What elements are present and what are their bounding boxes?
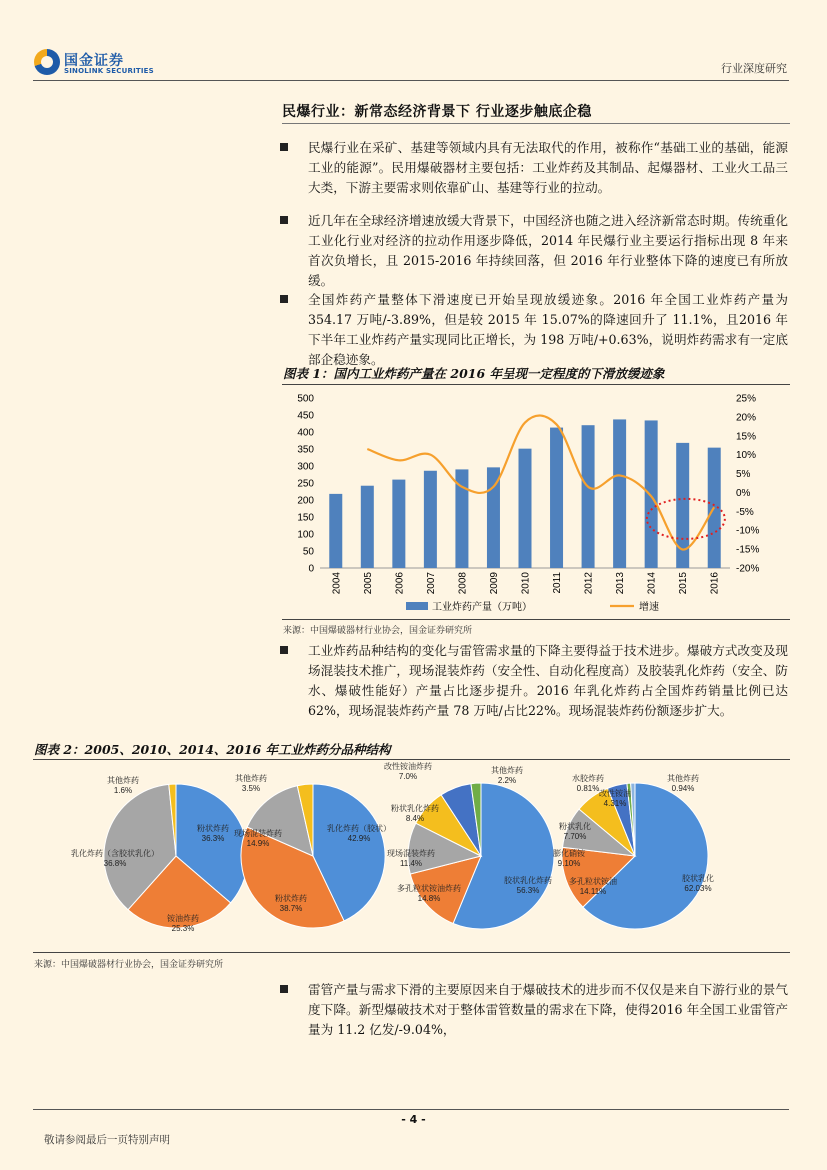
paragraph-4: 工业炸药品种结构的变化与雷管需求量的下降主要得益于技术进步。爆破方式改变及现场混装技术推广，现场混装炸药（安全性、自动化程度高）及胶装乳化炸药（安全、防水、爆破性能好）产量占比逐步提升。2016 年乳化炸药占全国炸药销量比例已达 62%，现场混装炸药产量 78 万吨/占比22%。现场混装炸药份额逐步扩大。 xyxy=(280,641,788,721)
x-tick-label: 2004 xyxy=(331,572,343,595)
y-tick-label: 100 xyxy=(297,529,314,541)
y2-tick-label: -5% xyxy=(736,506,754,518)
pie-charts xyxy=(33,761,790,951)
bar-2014 xyxy=(645,420,658,568)
y2-tick-label: -15% xyxy=(736,544,760,556)
y-tick-label: 0 xyxy=(308,563,314,575)
y-tick-label: 450 xyxy=(297,410,314,422)
x-tick-label: 2007 xyxy=(425,572,437,595)
pie-label xyxy=(107,775,139,795)
y2-tick-label: 5% xyxy=(736,469,751,481)
figure-2-title: 图表 2：2005、2010、2014、2016 年工业炸药分品种结构 xyxy=(34,742,391,757)
pie-label-name: 其他炸药 xyxy=(491,766,523,775)
logo-name-en: SINOLINK SECURITIES xyxy=(64,67,154,75)
x-tick-label: 2012 xyxy=(583,572,595,595)
bullet-icon xyxy=(280,985,288,993)
y-tick-label: 250 xyxy=(297,478,314,490)
figure-2-source: 来源：中国爆破器材行业协会，国金证券研究所 xyxy=(34,960,224,970)
pie-label-name: 现场混装炸药 xyxy=(387,849,435,858)
y-tick-label: 500 xyxy=(297,393,314,405)
x-tick-label: 2005 xyxy=(362,572,374,595)
pie-label-value: 56.3% xyxy=(516,886,540,895)
bar-2013 xyxy=(613,419,626,568)
pie-label-name: 粉状乳化炸药 xyxy=(391,804,439,813)
pie-label-value: 2.2% xyxy=(497,776,517,785)
bullet-icon xyxy=(280,216,288,224)
bar-2011 xyxy=(550,428,563,568)
page-number: - 4 - xyxy=(401,1113,426,1126)
bullet-icon xyxy=(280,143,288,151)
combo-chart xyxy=(282,386,790,618)
x-tick-label: 2016 xyxy=(709,572,721,595)
pie-label-value: 0.94% xyxy=(671,784,695,793)
x-tick-label: 2009 xyxy=(488,572,500,595)
pie-2 xyxy=(234,773,391,928)
growth-line xyxy=(367,416,714,550)
pie-label-name: 胶状乳化 xyxy=(682,874,714,883)
legend-line-label: 增速 xyxy=(639,602,659,613)
paragraph-1: 民爆行业在采矿、基建等领域内具有无法取代的作用，被称作“基础工业的基础，能源工业的能源”。民用爆破器材主要包括：工业炸药及其制品、起爆器材、工业火工品三大类，下游主要需求则依靠矿山、基建等行业的拉动。 xyxy=(280,138,788,198)
pie-label-name: 粉状炸药 xyxy=(275,894,307,903)
pie-label-value: 25.3% xyxy=(171,924,195,933)
pie-label-value: 3.5% xyxy=(241,784,261,793)
footer-divider xyxy=(33,1109,789,1110)
paragraph-3: 全国炸药产量整体下滑速度已开始呈现放缓迹象。2016 年全国工业炸药产量为 354.17 万吨/-3.89%，但是较 2015 年 15.07%的降速回升了 11.1%，且2016 年下半年工业炸药产量实现同比正增长，为 198 万吨/+0.63%，说明炸药需求有一定底部企稳迹象。 xyxy=(280,290,788,370)
pie-label-name: 铵油炸药 xyxy=(167,914,199,923)
pie-label-value: 7.70% xyxy=(563,832,587,841)
bar-2012 xyxy=(582,425,595,568)
y-tick-label: 150 xyxy=(297,512,314,524)
pie-label-value: 1.6% xyxy=(113,786,133,795)
pie-label-value: 14.9% xyxy=(246,839,270,848)
x-tick-label: 2013 xyxy=(615,572,627,595)
pie-label xyxy=(667,773,699,793)
section-divider xyxy=(282,123,790,124)
bar-2009 xyxy=(487,467,500,568)
x-tick-label: 2006 xyxy=(394,572,406,595)
pie-label-name: 乳化炸药（胶状） xyxy=(327,824,391,833)
header-divider xyxy=(33,80,789,81)
pie-label-name: 其他炸药 xyxy=(667,774,699,783)
y2-tick-label: -10% xyxy=(736,525,760,537)
y2-tick-label: -20% xyxy=(736,563,760,575)
bullet-icon xyxy=(280,646,288,654)
pie-label-name: 胶状乳化炸药 xyxy=(504,876,552,885)
pie-label-value: 11.4% xyxy=(399,859,423,868)
pie-label-value: 62.03% xyxy=(684,884,712,893)
figure-1-top-rule xyxy=(282,384,790,385)
x-tick-label: 2014 xyxy=(646,572,658,595)
pie-label-name: 粉状乳化 xyxy=(559,822,591,831)
pie-4 xyxy=(553,773,714,929)
pie-label xyxy=(491,765,523,785)
pie-label-value: 42.9% xyxy=(347,834,371,843)
pie-label-value: 9.10% xyxy=(557,859,581,868)
paragraph-5: 雷管产量与需求下滑的主要原因来自于爆破技术的进步而不仅仅是来自下游行业的景气度下降。新型爆破技术对于整体雷管数量的需求在下降，使得2016 年全国工业雷管产量为 11.2 亿发/-9.04%， xyxy=(280,980,788,1040)
figure-1-bottom-rule xyxy=(282,619,790,620)
pie-label-value: 36.8% xyxy=(103,859,127,868)
section-title: 民爆行业：新常态经济背景下 行业逐步触底企稳 xyxy=(282,104,592,120)
pie-label-name: 其他炸药 xyxy=(107,776,139,785)
y2-tick-label: 25% xyxy=(736,393,757,405)
x-tick-label: 2010 xyxy=(520,572,532,595)
x-tick-label: 2015 xyxy=(678,572,690,595)
pie-1 xyxy=(71,775,248,933)
bar-2004 xyxy=(329,494,342,568)
y2-tick-label: 15% xyxy=(736,431,757,443)
y-tick-label: 300 xyxy=(297,461,314,473)
logo-icon xyxy=(34,49,60,75)
bar-2010 xyxy=(519,449,532,568)
x-tick-label: 2011 xyxy=(552,572,564,594)
pie-label-value: 4.31% xyxy=(603,799,627,808)
pie-label-value: 14.8% xyxy=(417,894,441,903)
report-type: 行业深度研究 xyxy=(721,62,787,75)
pie-label-name: 多孔粒状铵油炸药 xyxy=(397,884,461,893)
pie-label-value: 36.3% xyxy=(201,834,225,843)
bullet-icon xyxy=(280,295,288,303)
pie-label-name: 膨化硝铵 xyxy=(553,849,585,858)
pie-label xyxy=(384,761,432,781)
y2-tick-label: 0% xyxy=(736,487,751,499)
pie-label-value: 14.11% xyxy=(579,887,607,896)
logo-name: 国金证券 xyxy=(64,53,124,69)
y-tick-label: 350 xyxy=(297,444,314,456)
pie-label-name: 乳化炸药（含胶状乳化） xyxy=(71,849,159,858)
y-tick-label: 200 xyxy=(297,495,314,507)
pie-label-name: 多孔粒状铵油 xyxy=(569,877,617,886)
y2-tick-label: 10% xyxy=(736,450,757,462)
pie-label-name: 粉状炸药 xyxy=(197,824,229,833)
y-tick-label: 50 xyxy=(302,546,314,558)
figure-2-bottom-rule xyxy=(33,952,790,953)
x-tick-label: 2008 xyxy=(457,572,469,595)
bar-2006 xyxy=(392,480,405,568)
figure-2-top-rule xyxy=(33,759,790,760)
figure-1-source: 来源：中国爆破器材行业协会，国金证券研究所 xyxy=(283,626,473,636)
pie-label-name: 现场混装炸药 xyxy=(234,829,282,838)
pie-label xyxy=(235,773,267,793)
figure-1-title: 图表 1：国内工业炸药产量在 2016 年呈现一定程度的下滑放缓迹象 xyxy=(283,366,665,381)
y-tick-label: 400 xyxy=(297,427,314,439)
pie-label-name: 改性铵油 xyxy=(599,789,631,798)
pie-label xyxy=(572,773,604,793)
legend-bar-swatch xyxy=(406,602,428,610)
footer-disclaimer: 敬请参阅最后一页特别声明 xyxy=(44,1134,170,1146)
pie-label-value: 0.81% xyxy=(576,784,600,793)
pie-label-name: 水胶炸药 xyxy=(572,774,604,783)
pie-label-value: 7.0% xyxy=(398,772,418,781)
pie-3 xyxy=(384,761,554,929)
pie-label-value: 38.7% xyxy=(279,904,303,913)
pie-label-value: 8.4% xyxy=(405,814,425,823)
y2-tick-label: 20% xyxy=(736,412,757,424)
bar-2007 xyxy=(424,471,437,568)
pie-label-name: 改性铵油炸药 xyxy=(384,762,432,771)
pie-label-name: 其他炸药 xyxy=(235,774,267,783)
legend-bar-label: 工业炸药产量（万吨） xyxy=(432,602,532,613)
paragraph-2: 近几年在全球经济增速放缓大背景下，中国经济也随之进入经济新常态时期。传统重化工业化行业对经济的拉动作用逐步降低，2014 年民爆行业主要运行指标出现 8 年来首次负增长，且 2015-2016 年持续回落，但 2016 年行业整体下降的速度已有所放缓。 xyxy=(280,211,788,291)
bar-2005 xyxy=(361,486,374,568)
